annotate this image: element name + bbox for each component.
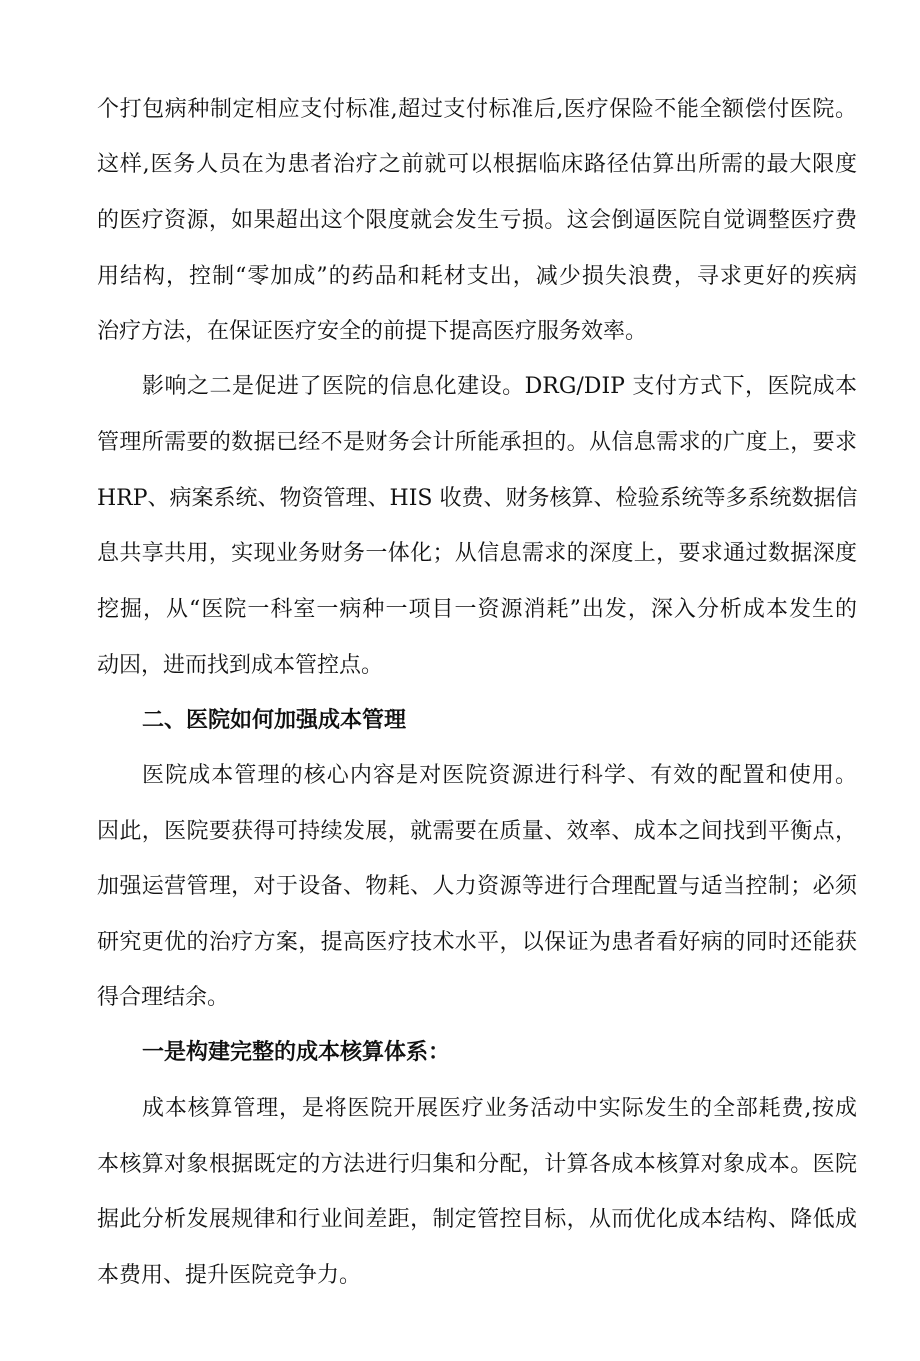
paragraph-3-line-5: 得合理结余。 bbox=[97, 985, 230, 1010]
paragraph-3-line-3: 加强运营管理，对于设备、物耗、人力资源等进行合理配置与适当控制；必须 bbox=[97, 874, 857, 899]
paragraph-2-line-4: 息共享共用，实现业务财务一体化；从信息需求的深度上，要求通过数据深度 bbox=[97, 541, 857, 566]
paragraph-4-line-3: 据此分析发展规律和行业间差距，制定管控目标，从而优化成本结构、降低成 bbox=[97, 1207, 857, 1232]
paragraph-1-line-4: 用结构，控制“零加成”的药品和耗材支出，减少损失浪费，寻求更好的疾病 bbox=[97, 264, 857, 289]
paragraph-2-line-2: 管理所需要的数据已经不是财务会计所能承担的。从信息需求的广度上，要求 bbox=[97, 430, 857, 455]
paragraph-1-line-2: 这样,医务人员在为患者治疗之前就可以根据临床路径估算出所需的最大限度 bbox=[97, 152, 857, 177]
paragraph-3-line-2: 因此，医院要获得可持续发展，就需要在质量、效率、成本之间找到平衡点， bbox=[97, 819, 857, 844]
paragraph-2-line-3: HRP、病案系统、物资管理、HIS 收费、财务核算、检验系统等多系统数据信 bbox=[97, 486, 857, 511]
section-heading: 二、医院如何加强成本管理 bbox=[142, 708, 407, 733]
paragraph-2-line-5: 挖掘，从“医院一科室一病种一项目一资源消耗”出发，深入分析成本发生的 bbox=[97, 597, 857, 622]
subsection-heading: 一是构建完整的成本核算体系： bbox=[142, 1040, 451, 1065]
paragraph-3-line-1: 医院成本管理的核心内容是对医院资源进行科学、有效的配置和使用。 bbox=[142, 763, 857, 788]
paragraph-4-line-4: 本费用、提升医院竞争力。 bbox=[97, 1263, 362, 1288]
paragraph-4-line-1: 成本核算管理，是将医院开展医疗业务活动中实际发生的全部耗费,按成 bbox=[142, 1096, 857, 1121]
paragraph-1-line-5: 治疗方法，在保证医疗安全的前提下提高医疗服务效率。 bbox=[97, 319, 648, 344]
paragraph-2-line-6: 动因，进而找到成本管控点。 bbox=[97, 653, 384, 678]
paragraph-4-line-2: 本核算对象根据既定的方法进行归集和分配，计算各成本核算对象成本。医院 bbox=[97, 1152, 857, 1177]
paragraph-1-line-3: 的医疗资源，如果超出这个限度就会发生亏损。这会倒逼医院自觉调整医疗费 bbox=[97, 208, 857, 233]
paragraph-1-line-1: 个打包病种制定相应支付标准,超过支付标准后,医疗保险不能全额偿付医院。 bbox=[97, 97, 857, 122]
paragraph-3-line-4: 研究更优的治疗方案，提高医疗技术水平，以保证为患者看好病的同时还能获 bbox=[97, 930, 857, 955]
paragraph-2-line-1: 影响之二是促进了医院的信息化建设。DRG/DIP 支付方式下，医院成本 bbox=[142, 374, 857, 399]
